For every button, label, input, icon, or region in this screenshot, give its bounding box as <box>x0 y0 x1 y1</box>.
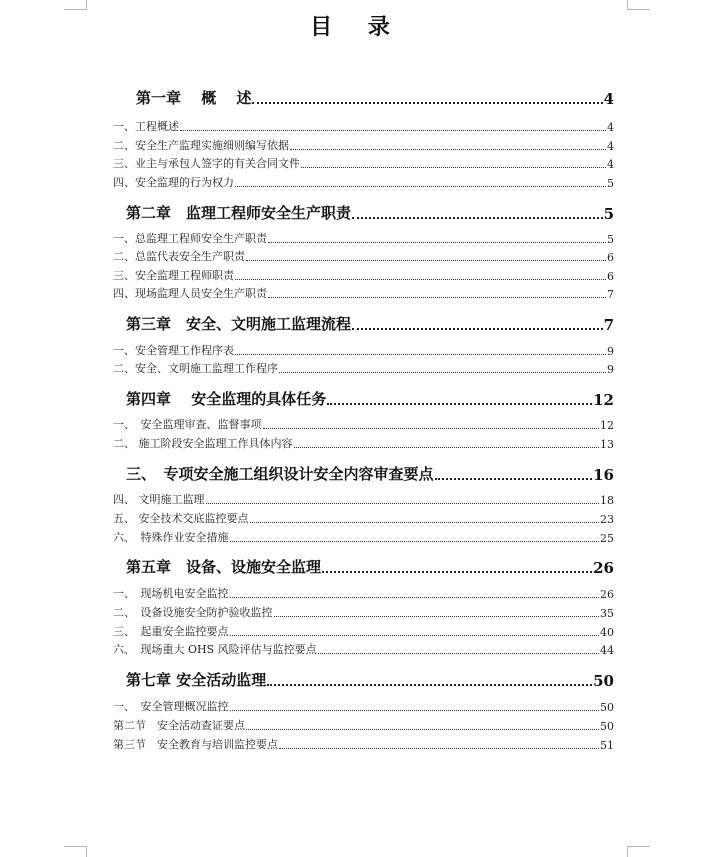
toc-page-number: 5 <box>603 205 614 223</box>
toc-leader-dots <box>268 241 606 243</box>
toc-leader-dots <box>235 353 606 355</box>
toc-chapter-entry[interactable] <box>126 557 614 577</box>
toc-section-entry[interactable] <box>113 250 614 264</box>
toc-section-entry[interactable] <box>113 176 614 190</box>
toc-section-entry[interactable] <box>113 700 614 714</box>
toc-leader-dots <box>230 634 600 636</box>
toc-leader-dots <box>230 596 600 598</box>
toc-page-number: 13 <box>600 438 614 451</box>
toc-leader-dots <box>235 278 606 280</box>
toc-page-number: 7 <box>603 316 614 334</box>
toc-page-number: 16 <box>593 466 614 484</box>
toc-entry-text: 一、 安全管理概况监控 <box>113 700 229 713</box>
toc-entry-text: 二、安全生产监理实施细则编写依据 <box>113 139 289 152</box>
toc-section-entry[interactable] <box>113 625 614 639</box>
toc-page-number: 9 <box>607 345 614 358</box>
toc-leader-dots <box>279 747 599 749</box>
toc-chapter-entry[interactable] <box>126 314 614 334</box>
toc-entry-text: 第三节 安全教育与培训监控要点 <box>113 738 278 751</box>
toc-leader-dots <box>267 683 592 686</box>
toc-page-number: 50 <box>600 701 614 714</box>
toc-page-number: 5 <box>607 177 614 190</box>
toc-section-entry[interactable] <box>113 512 614 526</box>
toc-entry-text: 四、 文明施工监理 <box>113 493 205 506</box>
toc-section-entry[interactable] <box>113 418 614 432</box>
toc-entry-text: 六、 现场重大 OHS 风险评估与监控要点 <box>113 643 317 656</box>
toc-entry-text: 一、安全管理工作程序表 <box>113 344 234 357</box>
toc-leader-dots <box>263 427 600 429</box>
toc-leader-dots <box>230 540 600 542</box>
toc-entry-text: 一、 现场机电安全监控 <box>113 587 229 600</box>
toc-chapter-entry[interactable] <box>126 464 614 484</box>
toc-section-entry[interactable] <box>113 606 614 620</box>
toc-section-entry[interactable] <box>113 493 614 507</box>
toc-page-number: 50 <box>593 672 614 690</box>
toc-title: 目 录 <box>310 14 404 40</box>
toc-page-number: 4 <box>607 140 614 153</box>
toc-page-number: 50 <box>600 720 614 733</box>
toc-leader-dots <box>246 259 606 261</box>
toc-entry-text: 第七章 安全活动监理 <box>126 671 267 689</box>
toc-section-entry[interactable] <box>113 531 614 545</box>
toc-page-number: 26 <box>600 588 614 601</box>
toc-entry-text: 二、总监代表安全生产职责 <box>113 250 245 263</box>
toc-section-entry[interactable] <box>113 139 614 153</box>
toc-chapter-entry[interactable] <box>136 88 614 108</box>
toc-chapter-entry[interactable] <box>126 389 614 409</box>
toc-leader-dots <box>206 502 600 504</box>
page-corner-mark <box>627 846 650 857</box>
toc-page-number: 44 <box>600 644 614 657</box>
toc-page-number: 9 <box>607 363 614 376</box>
toc-page-number: 6 <box>607 251 614 264</box>
toc-page-number: 7 <box>607 288 614 301</box>
toc-entry-text: 第二章 监理工程师安全生产职责 <box>126 204 352 222</box>
toc-page-number: 5 <box>607 233 614 246</box>
toc-section-entry[interactable] <box>113 738 614 752</box>
toc-leader-dots <box>274 615 600 617</box>
toc-page-number: 6 <box>607 270 614 283</box>
toc-section-entry[interactable] <box>113 287 614 301</box>
toc-entry-text: 第四章 安全监理的具体任务 <box>126 390 327 408</box>
toc-section-entry[interactable] <box>113 587 614 601</box>
toc-chapter-entry[interactable] <box>126 203 614 223</box>
toc-leader-dots <box>318 652 599 654</box>
toc-leader-dots <box>301 166 606 168</box>
page-corner-mark <box>64 0 87 10</box>
toc-entry-text: 五、 安全技术交底监控要点 <box>113 512 249 525</box>
toc-page-number: 4 <box>603 90 614 108</box>
toc-entry-text: 三、业主与承包人签字的有关合同文件 <box>113 157 300 170</box>
toc-leader-dots <box>352 327 603 330</box>
toc-leader-dots <box>294 446 600 448</box>
toc-page-number: 4 <box>607 121 614 134</box>
toc-section-entry[interactable] <box>113 719 614 733</box>
toc-entry-text: 第五章 设备、设施安全监理 <box>126 558 322 576</box>
toc-entry-text: 第三章 安全、文明施工监理流程 <box>126 315 352 333</box>
toc-leader-dots <box>268 296 606 298</box>
toc-entry-text: 二、 设备设施安全防护验收监控 <box>113 606 273 619</box>
toc-entry-text: 第一章 概 述 <box>136 89 252 107</box>
toc-leader-dots <box>435 477 593 480</box>
toc-section-entry[interactable] <box>113 232 614 246</box>
toc-leader-dots <box>235 185 606 187</box>
toc-section-entry[interactable] <box>113 269 614 283</box>
toc-entry-text: 三、 起重安全监控要点 <box>113 625 229 638</box>
toc-entry-text: 六、 特殊作业安全措施 <box>113 531 229 544</box>
toc-page-number: 12 <box>593 391 614 409</box>
toc-page-number: 18 <box>600 494 614 507</box>
toc-entry-text: 一、总监理工程师安全生产职责 <box>113 232 267 245</box>
toc-section-entry[interactable] <box>113 157 614 171</box>
toc-page-number: 35 <box>600 607 614 620</box>
toc-page-number: 12 <box>600 419 614 432</box>
toc-leader-dots <box>246 728 599 730</box>
toc-page-number: 4 <box>607 158 614 171</box>
toc-page-number: 23 <box>600 513 614 526</box>
toc-section-entry[interactable] <box>113 643 614 657</box>
page-corner-mark <box>627 0 650 10</box>
toc-entry-text: 三、 专项安全施工组织设计安全内容审查要点 <box>126 465 434 483</box>
toc-entry-text: 四、安全监理的行为权力 <box>113 176 234 189</box>
toc-leader-dots <box>352 216 603 219</box>
page-corner-mark <box>64 846 87 857</box>
toc-leader-dots <box>327 402 592 405</box>
toc-leader-dots <box>290 148 606 150</box>
toc-section-entry[interactable] <box>113 344 614 358</box>
toc-entry-text: 四、现场监理人员安全生产职责 <box>113 287 267 300</box>
toc-leader-dots <box>279 371 606 373</box>
toc-entry-text: 一、工程概述 <box>113 120 179 133</box>
toc-page-number: 40 <box>600 626 614 639</box>
toc-section-entry[interactable] <box>113 437 614 451</box>
toc-leader-dots <box>230 709 600 711</box>
toc-leader-dots <box>252 101 602 104</box>
toc-entry-text: 第二节 安全活动查证要点 <box>113 719 245 732</box>
toc-page-number: 25 <box>600 532 614 545</box>
toc-leader-dots <box>250 521 600 523</box>
toc-entry-text: 三、安全监理工程师职责 <box>113 269 234 282</box>
toc-entry-text: 二、 施工阶段安全监理工作具体内容 <box>113 437 293 450</box>
toc-leader-dots <box>180 129 606 131</box>
toc-entry-text: 一、 安全监理审查、监督事项 <box>113 418 262 431</box>
toc-section-entry[interactable] <box>113 362 614 376</box>
toc-page-number: 51 <box>600 739 614 752</box>
toc-leader-dots <box>322 570 592 573</box>
toc-section-entry[interactable] <box>113 120 614 134</box>
toc-page-number: 26 <box>593 559 614 577</box>
toc-chapter-entry[interactable] <box>126 670 614 690</box>
toc-entry-text: 二、安全、文明施工监理工作程序 <box>113 362 278 375</box>
